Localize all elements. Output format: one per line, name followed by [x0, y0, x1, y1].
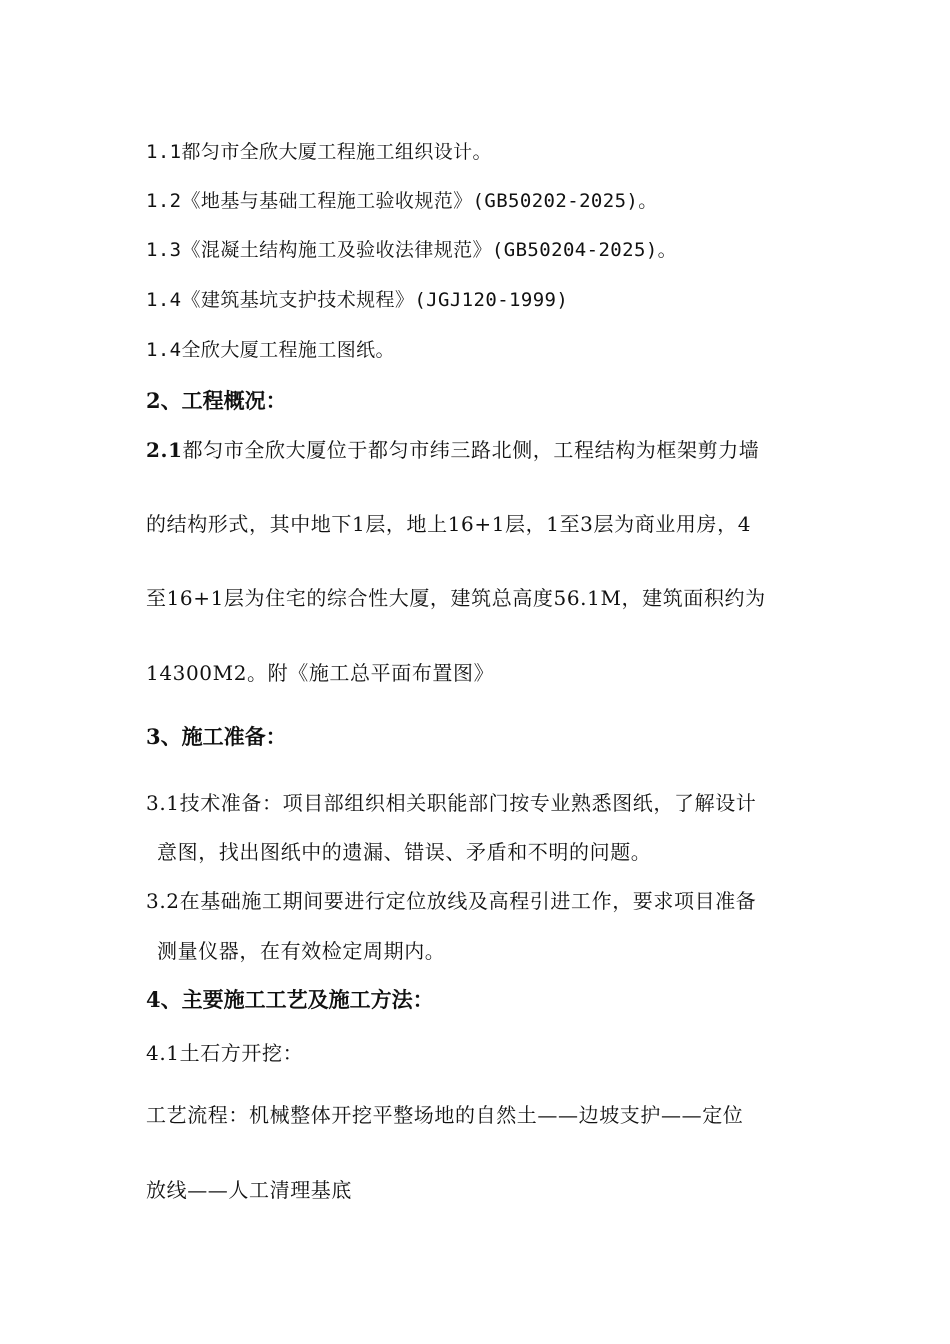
paragraph-line: 测量仪器，在有效检定周期内。: [157, 939, 446, 963]
paragraph-number: 2.1: [146, 438, 183, 462]
paragraph-line: 14300M2。附《施工总平面布置图》: [146, 661, 495, 685]
paragraph-line: 放线——人工清理基底: [146, 1178, 352, 1202]
reference-item: 1.2《地基与基础工程施工验收规范》(GB50202-2025)。: [146, 190, 658, 212]
reference-item: 1.4《建筑基坑支护技术规程》(JGJ120-1999): [146, 289, 569, 311]
paragraph-line: 的结构形式，其中地下1层，地上16+1层，1至3层为商业用房，4: [146, 512, 752, 536]
paragraph-line: [146, 437, 759, 463]
subsection-label: 4.1土石方开挖：: [146, 1041, 304, 1065]
paragraph-line: 至16+1层为住宅的综合性大厦，建筑总高度56.1M，建筑面积约为: [146, 586, 766, 610]
reference-item: 1.3《混凝土结构施工及验收法律规范》(GB50204-2025)。: [146, 239, 678, 261]
paragraph-text: 都匀市全欣大厦位于都匀市纬三路北侧，工程结构为框架剪力墙: [182, 438, 760, 462]
paragraph-line: 3.2在基础施工期间要进行定位放线及高程引进工作，要求项目准备: [146, 889, 757, 913]
paragraph-line: 意图，找出图纸中的遗漏、错误、矛盾和不明的问题。: [157, 840, 652, 864]
paragraph-line: 3.1技术准备：项目部组织相关职能部门按专业熟悉图纸，了解设计: [146, 791, 757, 815]
reference-item: 1.1都匀市全欣大厦工程施工组织设计。: [146, 141, 492, 163]
reference-item: 1.4全欣大厦工程施工图纸。: [146, 339, 395, 361]
section-heading: 4、主要施工工艺及施工方法：: [146, 987, 434, 1012]
section-heading: 2、工程概况：: [146, 388, 287, 413]
paragraph-line: 工艺流程：机械整体开挖平整场地的自然土——边坡支护——定位: [146, 1103, 744, 1127]
section-heading: 3、施工准备：: [146, 724, 287, 749]
